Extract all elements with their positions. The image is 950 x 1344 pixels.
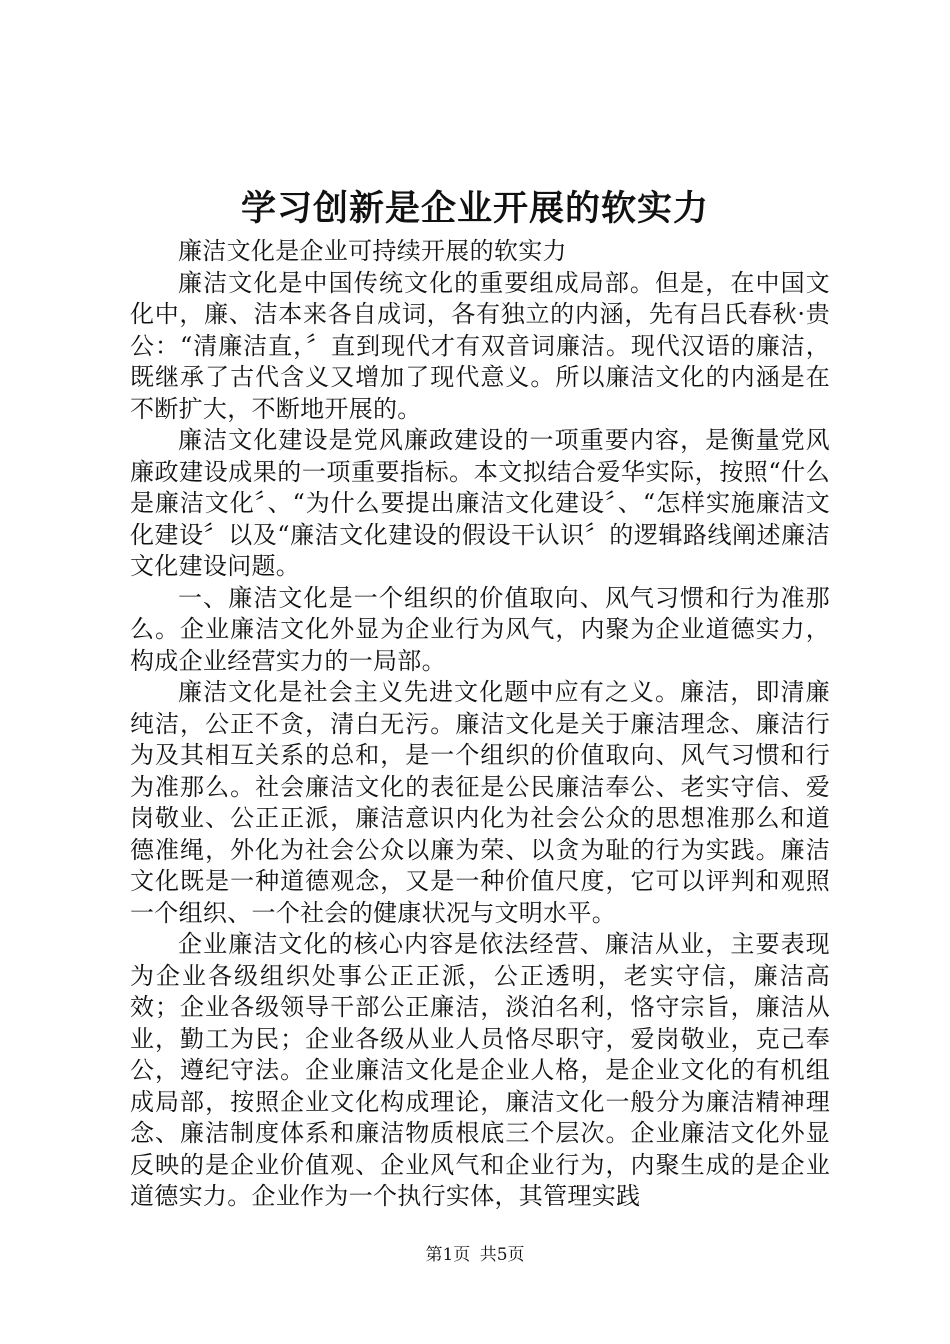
document-title: 学习创新是企业开展的软实力 [240,189,709,229]
page-footer [0,1244,950,1266]
paragraph: 一、廉洁文化是一个组织的价值取向、风气习惯和行为准那么。企业廉洁文化外显为企业行为风气，内聚为企业道德实力，构成企业经营实力的一局部。 [130,583,830,675]
paragraph: 廉洁文化是社会主义先进文化题中应有之义。廉洁，即清廉纯洁，公正不贪，清白无污。廉洁文化是关于廉洁理念、廉洁行为及其相互关系的总和，是一个组织的价值取向、风气习惯和行为准那么。社会廉洁文化的表征是公民廉洁奉公、老实守信、爱岗敬业、公正正派，廉洁意识内化为社会公众的思想准那么和道德准绳，外化为社会公众以廉为荣、以贪为耻的行为实践。廉洁文化既是一种道德观念，又是一种价值尺度，它可以评判和观照一个组织、一个社会的健康状况与文明水平。 [130,678,830,927]
paragraph: 廉洁文化建设是党风廉政建设的一项重要内容，是衡量党风廉政建设成果的一项重要指标。本文拟结合爱华实际，按照“什么是廉洁文化〞、“为什么要提出廉洁文化建设〞、“怎样实施廉洁文化建设〞以及“廉洁文化建设的假设干认识〞的逻辑路线阐述廉洁文化建设问题。 [130,426,830,580]
page-total: 共5页 [479,1245,525,1265]
paragraph-subtitle: 廉洁文化是企业可持续开展的软实力 [178,237,567,265]
paragraph: 企业廉洁文化的核心内容是依法经营、廉洁从业，主要表现为企业各级组织处事公正正派，公正透明，老实守信，廉洁高效；企业各级领导干部公正廉洁，淡泊名利，恪守宗旨，廉洁从业，勤工为民；企业各级从业人员恪尽职守，爱岗敬业，克己奉公，遵纪守法。企业廉洁文化是企业人格，是企业文化的有机组成局部，按照企业文化构成理论，廉洁文化一般分为廉洁精神理念、廉洁制度体系和廉洁物质根底三个层次。企业廉洁文化外显反映的是企业价值观、企业风气和企业行为，内聚生成的是企业道德实力。企业作为一个执行实体，其管理实践 [130,930,830,1210]
document-body [130,236,830,1213]
paragraph: 廉洁文化是中国传统文化的重要组成局部。但是，在中国文化中，廉、洁本来各自成词，各有独立的内涵，先有吕氏春秋·贵公：“清廉洁直，〞直到现代才有双音词廉洁。现代汉语的廉洁，既继承了古代含义又增加了现代意义。所以廉洁文化的内涵是在不断扩大，不断地开展的。 [130,268,830,423]
page-number: 第1页 [425,1245,471,1265]
